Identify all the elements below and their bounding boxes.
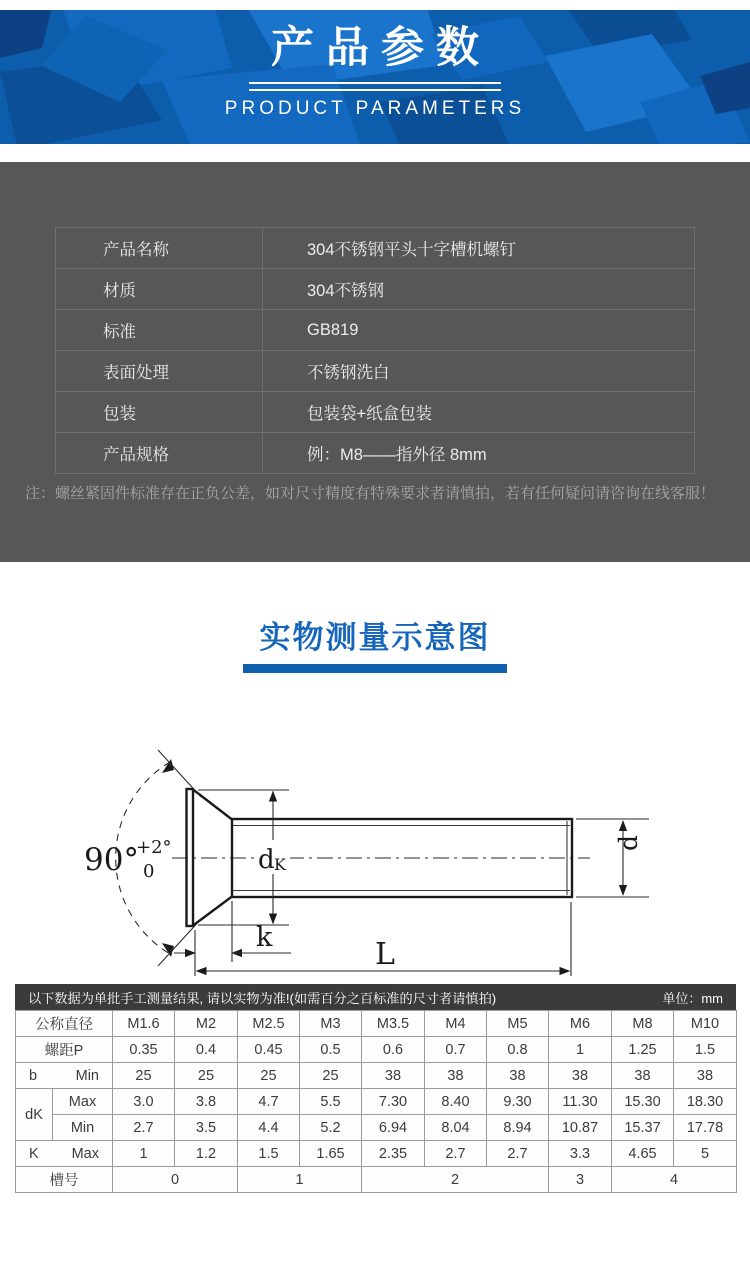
product-info-table [55, 227, 695, 474]
table-row [56, 433, 695, 474]
cell: M1.6 [113, 1011, 175, 1037]
cell: 5 [674, 1141, 737, 1167]
cell: 4.65 [612, 1141, 674, 1167]
table-row [56, 310, 695, 351]
row-label-sub: Min [75, 1067, 99, 1084]
screw-head-face [187, 789, 194, 926]
param-label: 标准 [56, 310, 263, 351]
row-label: 螺距P [16, 1037, 113, 1063]
cell: 8.94 [487, 1115, 549, 1141]
row-label: 槽号 [16, 1167, 113, 1193]
table-row-slot [16, 1167, 737, 1193]
disclaimer-note: 注：螺丝紧固件标准存在正负公差，如对尺寸精度有特殊要求者请慎拍，若有任何疑问请咨询在线客服！ [25, 485, 716, 502]
cell: 18.30 [674, 1089, 737, 1115]
cell: 38 [425, 1063, 487, 1089]
cell: 11.30 [549, 1089, 612, 1115]
cell: 7.30 [362, 1089, 425, 1115]
param-value: 不锈钢洗白 [263, 351, 695, 392]
cell: 1 [549, 1037, 612, 1063]
cell: 2.7 [487, 1141, 549, 1167]
cell: 25 [175, 1063, 238, 1089]
cell: 38 [612, 1063, 674, 1089]
cell: 10.87 [549, 1115, 612, 1141]
product-parameters-section [0, 162, 750, 562]
cell: 3.5 [175, 1115, 238, 1141]
cell: 0.8 [487, 1037, 549, 1063]
param-value: GB819 [263, 310, 695, 351]
cell: 1.5 [674, 1037, 737, 1063]
dk-label: d [258, 845, 275, 875]
banner-subtitle: PRODUCT PARAMETERS [224, 98, 526, 119]
param-value: 例：M8——指外径 8mm [263, 433, 695, 474]
angle-tolerance-upper: +2° [136, 837, 172, 858]
cell: 38 [487, 1063, 549, 1089]
cell: 3.3 [549, 1141, 612, 1167]
cell: 9.30 [487, 1089, 549, 1115]
spec-table-header [15, 984, 736, 1010]
table-row-dk-max [16, 1089, 737, 1115]
cell: 25 [238, 1063, 300, 1089]
cell: 0.7 [425, 1037, 487, 1063]
row-label-dk: dK [16, 1089, 53, 1141]
cell: 25 [113, 1063, 175, 1089]
cell: 15.30 [612, 1089, 674, 1115]
unit-label: 单位：mm [662, 990, 723, 1006]
cell: 5.5 [300, 1089, 362, 1115]
cell: 1.25 [612, 1037, 674, 1063]
cell: 2.7 [113, 1115, 175, 1141]
banner-double-divider [249, 82, 501, 91]
cell: 8.40 [425, 1089, 487, 1115]
measurement-table [15, 1010, 737, 1193]
cell: M3.5 [362, 1011, 425, 1037]
cell: 0.4 [175, 1037, 238, 1063]
table-row [56, 269, 695, 310]
row-label [16, 1141, 113, 1167]
param-value: 304不锈钢平头十字槽机螺钉 [263, 228, 695, 269]
measurement-section-header [0, 612, 750, 673]
cell: 1.5 [238, 1141, 300, 1167]
cell: 0.35 [113, 1037, 175, 1063]
cell-slot: 4 [612, 1167, 737, 1193]
cell: 2.35 [362, 1141, 425, 1167]
param-label: 产品规格 [56, 433, 263, 474]
param-value: 304不锈钢 [263, 269, 695, 310]
cell-slot: 1 [238, 1167, 362, 1193]
param-label: 包装 [56, 392, 263, 433]
cell: 38 [362, 1063, 425, 1089]
d-label: d [614, 834, 643, 851]
table-row-diameter [16, 1011, 737, 1037]
cell: 2.7 [425, 1141, 487, 1167]
cell: M2.5 [238, 1011, 300, 1037]
param-label: 产品名称 [56, 228, 263, 269]
spec-table-wrap [15, 984, 736, 1193]
table-row-pitch [16, 1037, 737, 1063]
cell: 17.78 [674, 1115, 737, 1141]
row-label-sub: Max [71, 1145, 99, 1162]
table-row [56, 392, 695, 433]
cell: M10 [674, 1011, 737, 1037]
row-label-sub: Min [53, 1115, 113, 1141]
cell: 1.65 [300, 1141, 362, 1167]
param-label: 材质 [56, 269, 263, 310]
cell: 0.6 [362, 1037, 425, 1063]
table-row [56, 228, 695, 269]
cell: 38 [674, 1063, 737, 1089]
cell: 4.4 [238, 1115, 300, 1141]
cell: 5.2 [300, 1115, 362, 1141]
row-label-sub: Max [53, 1089, 113, 1115]
table-row-dk-min [16, 1115, 737, 1141]
screw-technical-drawing [0, 712, 750, 984]
table-row-k-max [16, 1141, 737, 1167]
cell: 0.5 [300, 1037, 362, 1063]
dk-label-sub: K [274, 855, 286, 874]
cell: M2 [175, 1011, 238, 1037]
cell: 8.04 [425, 1115, 487, 1141]
param-value: 包装袋+纸盒包装 [263, 392, 695, 433]
title-underline [243, 664, 507, 673]
cell: 6.94 [362, 1115, 425, 1141]
banner [0, 10, 750, 144]
cell-slot: 0 [113, 1167, 238, 1193]
divider-line [249, 82, 501, 84]
cell: 0.45 [238, 1037, 300, 1063]
spec-note: 以下数据为单批手工测量结果, 请以实物为准!(如需百分之百标准的尺寸者请慎拍) [28, 990, 497, 1006]
cell: 4.7 [238, 1089, 300, 1115]
cell: M8 [612, 1011, 674, 1037]
l-label: L [375, 937, 395, 972]
divider-line [249, 89, 501, 91]
table-row [56, 351, 695, 392]
row-label: 公称直径 [16, 1011, 113, 1037]
param-label: 表面处理 [56, 351, 263, 392]
cell: 1.2 [175, 1141, 238, 1167]
cell-slot: 3 [549, 1167, 612, 1193]
k-label: k [256, 922, 273, 953]
angle-value: 90° [84, 842, 139, 878]
cell: M3 [300, 1011, 362, 1037]
cell-slot: 2 [362, 1167, 549, 1193]
row-label-letter: K [29, 1145, 39, 1162]
cell: M6 [549, 1011, 612, 1037]
cell: 38 [549, 1063, 612, 1089]
banner-title: 产品参数 [271, 24, 491, 72]
cell: M4 [425, 1011, 487, 1037]
cell: M5 [487, 1011, 549, 1037]
section-title: 实物测量示意图 [259, 620, 491, 655]
cell: 3.0 [113, 1089, 175, 1115]
row-label [16, 1063, 113, 1089]
cell: 1 [113, 1141, 175, 1167]
row-label-letter: b [29, 1067, 38, 1084]
cell: 25 [300, 1063, 362, 1089]
cell: 15.37 [612, 1115, 674, 1141]
angle-tolerance-lower: 0 [143, 861, 155, 882]
table-row-b-min [16, 1063, 737, 1089]
angle-leg-top [158, 750, 201, 797]
cell: 3.8 [175, 1089, 238, 1115]
